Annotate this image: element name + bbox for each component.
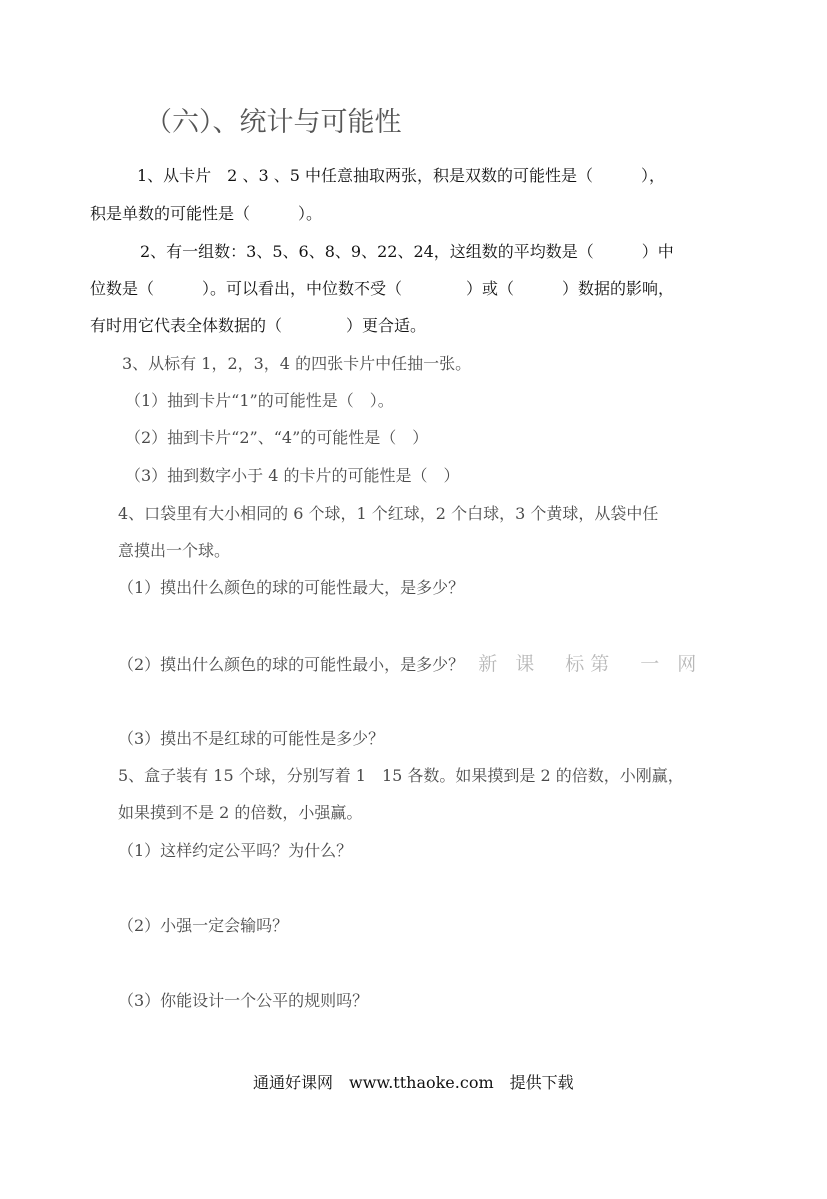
q1-line-1: 1、从卡片 2 、3 、5 中任意抽取两张，积是双数的可能性是（ ）， [137, 166, 665, 185]
q4-sub-2: （2）摸出什么颜色的球的可能性最小，是多少？ [118, 655, 465, 674]
q3-sub-3: （3）抽到数字小于 4 的卡片的可能性是（ ） [125, 466, 460, 485]
q5-line-2: 如果摸到不是 2 的倍数，小强赢。 [118, 803, 363, 822]
q5-sub-1: （1）这样约定公平吗？为什么？ [118, 841, 353, 860]
q3-stem: 3、从标有 1，2，3，4 的四张卡片中任抽一张。 [122, 354, 472, 373]
q4-sub-1: （1）摸出什么颜色的球的可能性最大，是多少？ [118, 578, 465, 597]
q3-sub-2: （2）抽到卡片“2”、“4”的可能性是（ ） [125, 428, 429, 447]
q3-sub-1: （1）抽到卡片“1”的可能性是（ ）。 [125, 391, 394, 410]
watermark-text: 新 课 标第 一 网 [478, 653, 703, 675]
q2-line-3: 有时用它代表全体数据的（ ）更合适。 [90, 316, 427, 335]
q5-line-1: 5、盒子装有 15 个球，分别写着 1 15 各数。如果摸到是 2 的倍数，小刚赢， [118, 766, 684, 785]
q4-sub-2-row [118, 654, 702, 675]
q4-line-1: 4、口袋里有大小相同的 6 个球，1 个红球，2 个白球，3 个黄球，从袋中任 [118, 504, 659, 523]
q1-line-2: 积是单数的可能性是（ ）。 [90, 204, 323, 223]
q4-line-2: 意摸出一个球。 [118, 541, 231, 560]
q2-line-2: 位数是（ ）。可以看出，中位数不受（ ）或（ ）数据的影响， [90, 279, 675, 298]
q2-line-1: 2、有一组数：3、5、6、8、9、22、24，这组数的平均数是（ ）中 [140, 242, 674, 261]
q5-sub-2: （2）小强一定会输吗？ [118, 916, 289, 935]
footer-credit: 通通好课网 www.tthaoke.com 提供下载 [253, 1073, 574, 1092]
page-title: （六）、统计与可能性 [145, 107, 402, 138]
q5-sub-3: （3）你能设计一个公平的规则吗？ [118, 991, 369, 1010]
q4-sub-3: （3）摸出不是红球的可能性是多少？ [118, 729, 385, 748]
